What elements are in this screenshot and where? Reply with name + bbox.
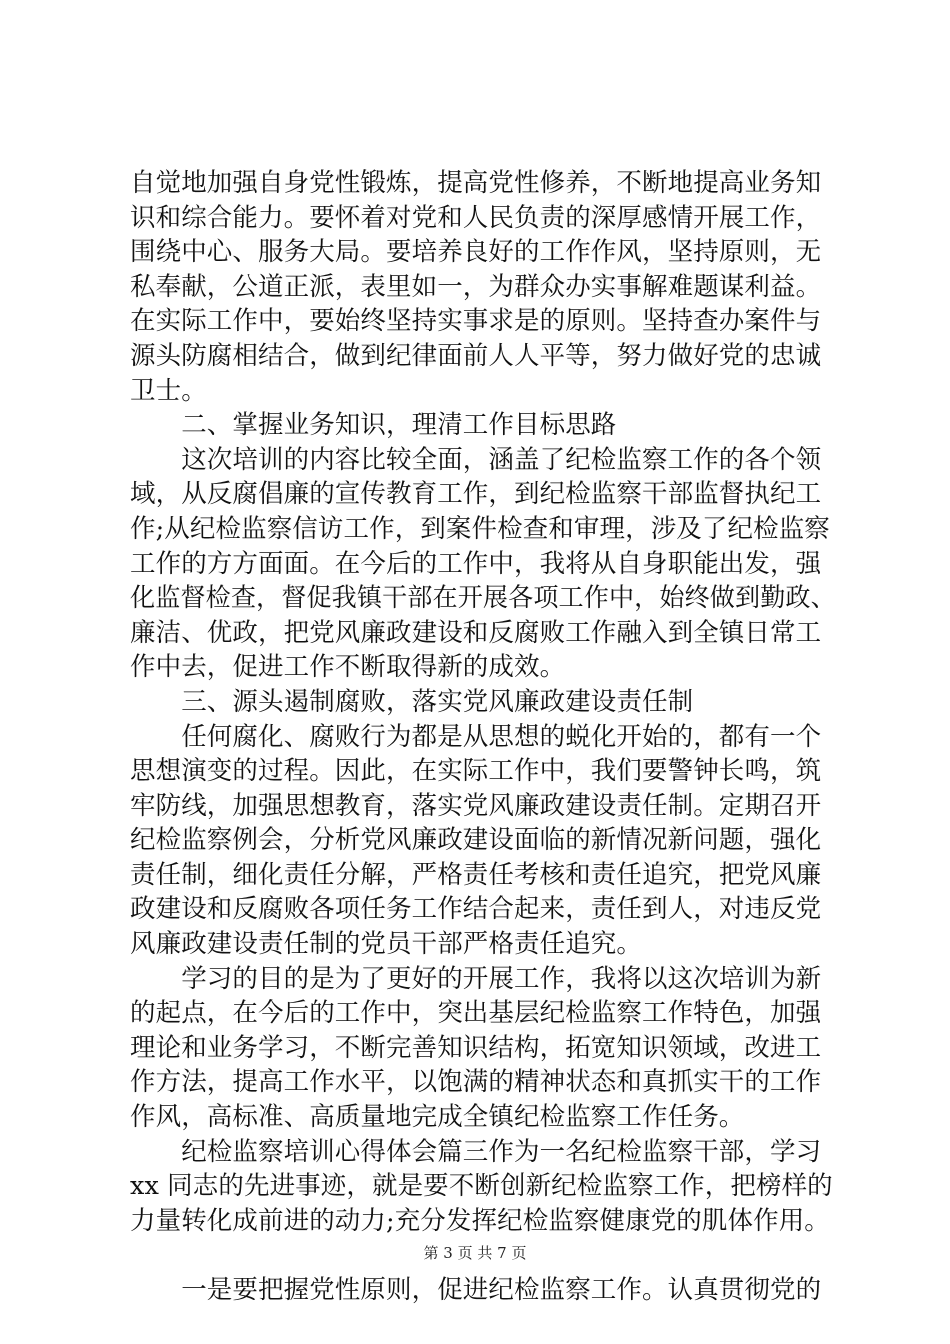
text-line: 的起点，在今后的工作中，突出基层纪检监察工作特色，加强 <box>130 998 822 1029</box>
section-heading: 二、掌握业务知识，理清工作目标思路 <box>130 410 617 441</box>
text-line: 政建设和反腐败各项任务工作结合起来，责任到人，对违反党 <box>130 894 822 925</box>
text-line: 私奉献，公道正派，表里如一，为群众办实事解难题谋利益。 <box>130 271 822 302</box>
text-line: 卫士。 <box>130 375 207 406</box>
text-line: 化监督检查，督促我镇干部在开展各项工作中，始终做到勤政、 <box>130 583 836 614</box>
text-line: 力量转化成前进的动力;充分发挥纪检监察健康党的肌体作用。 <box>130 1205 830 1236</box>
text-line: 作中去，促进工作不断取得新的成效。 <box>130 652 566 683</box>
text-line: 理论和业务学习，不断完善知识结构，拓宽知识领域，改进工 <box>130 1032 822 1063</box>
text-line: 工作的方方面面。在今后的工作中，我将从自身职能出发，强 <box>130 548 822 579</box>
text-line: 纪检监察培训心得体会篇三作为一名纪检监察干部，学习 <box>130 1136 822 1167</box>
text-line: 学习的目的是为了更好的开展工作，我将以这次培训为新 <box>130 963 822 994</box>
body-text <box>130 166 836 1308</box>
text-line: 自觉地加强自身党性锻炼，提高党性修养，不断地提高业务知 <box>130 168 822 198</box>
page-footer: 第 3 页 共 7 页 <box>423 1244 527 1262</box>
text-line: 纪检监察例会，分析党风廉政建设面临的新情况新问题，强化 <box>130 825 822 856</box>
text-line: 廉洁、优政，把党风廉政建设和反腐败工作融入到全镇日常工 <box>130 617 822 648</box>
text-line: 牢防线，加强思想教育，落实党风廉政建设责任制。定期召开 <box>130 790 822 821</box>
text-line: 任何腐化、腐败行为都是从思想的蜕化开始的，都有一个 <box>130 721 822 752</box>
text-line: 在实际工作中，要始终坚持实事求是的原则。坚持查办案件与 <box>130 306 822 337</box>
section-heading: 三、源头遏制腐败，落实党风廉政建设责任制 <box>130 686 694 717</box>
text-line: 作;从纪检监察信访工作，到案件检查和审理，涉及了纪检监察 <box>130 513 830 544</box>
text-line: 识和综合能力。要怀着对党和人民负责的深厚感情开展工作， <box>130 202 822 233</box>
text-line: 域，从反腐倡廉的宣传教育工作，到纪检监察干部监督执纪工 <box>130 479 822 510</box>
text-line: 作风，高标准、高质量地完成全镇纪检监察工作任务。 <box>130 1102 745 1133</box>
text-line: 责任制，细化责任分解，严格责任考核和责任追究，把党风廉 <box>130 859 822 890</box>
text-line: 围绕中心、服务大局。要培养良好的工作作风，坚持原则，无 <box>130 237 822 268</box>
text-line: 作方法，提高工作水平，以饱满的精神状态和真抓实干的工作 <box>130 1067 822 1098</box>
text-line: 源头防腐相结合，做到纪律面前人人平等，努力做好党的忠诚 <box>130 340 822 371</box>
text-line: xx 同志的先进事迹，就是要不断创新纪检监察工作，把榜样的 <box>130 1171 833 1202</box>
text-line: 思想演变的过程。因此，在实际工作中，我们要警钟长鸣，筑 <box>130 756 822 787</box>
text-line: 一是要把握党性原则，促进纪检监察工作。认真贯彻党的 <box>130 1275 822 1305</box>
text-line: 这次培训的内容比较全面，涵盖了纪检监察工作的各个领 <box>130 444 822 475</box>
text-line: 风廉政建设责任制的党员干部严格责任追究。 <box>130 929 643 960</box>
